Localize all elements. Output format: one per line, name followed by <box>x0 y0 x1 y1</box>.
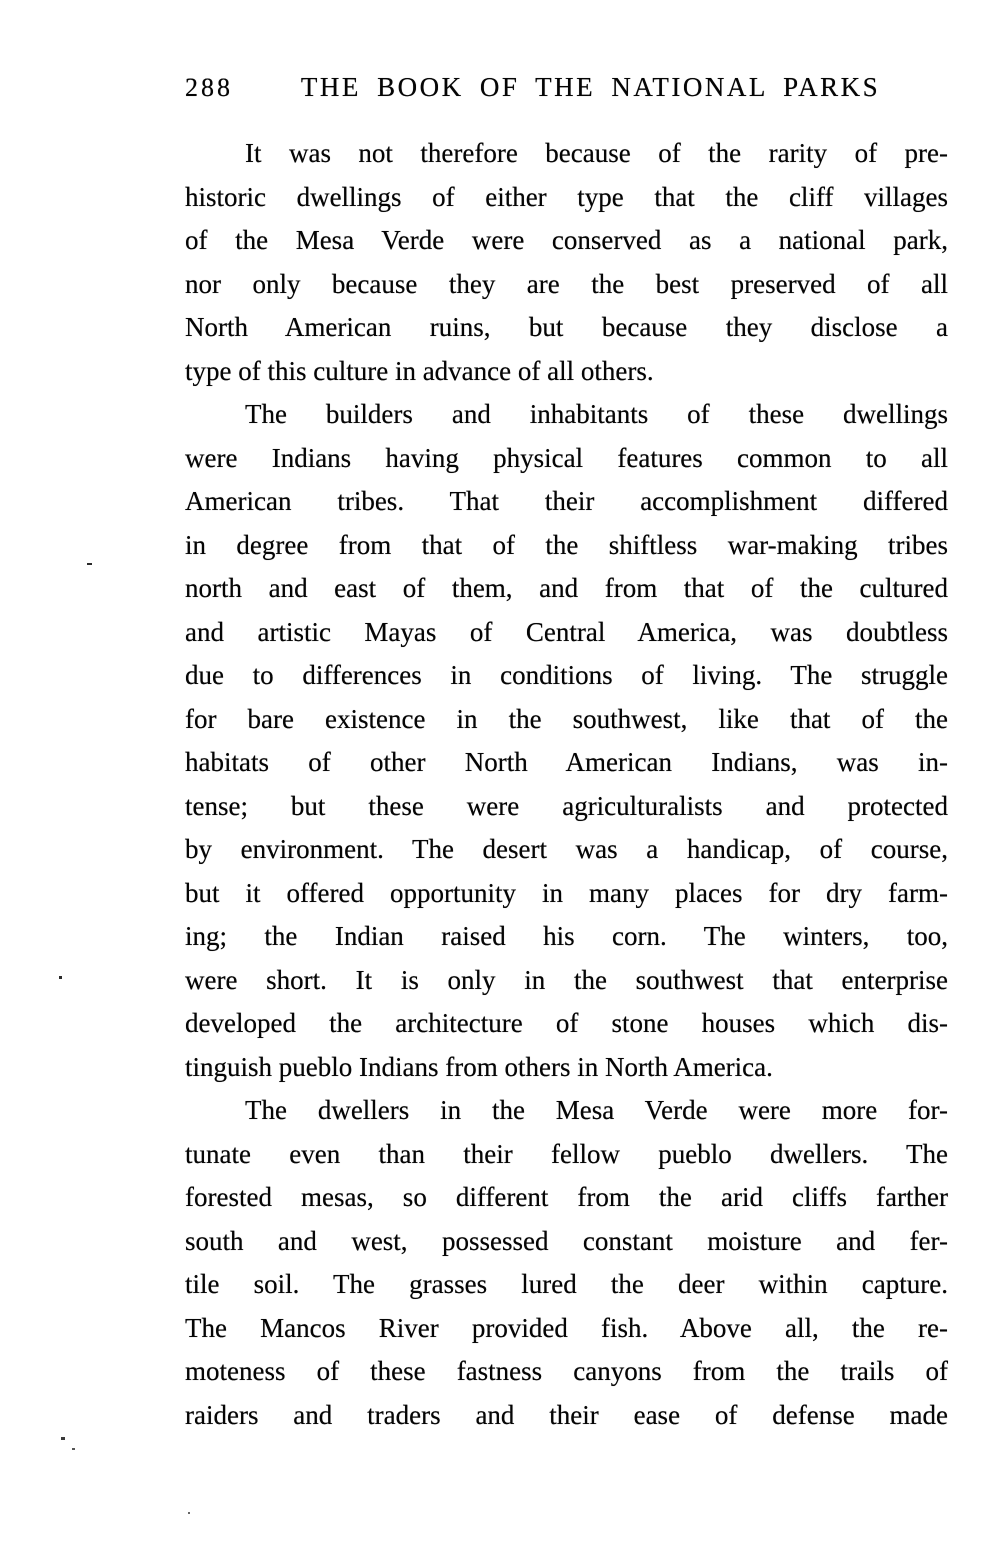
text-line: raiders and traders and their ease of defense made <box>185 1399 948 1430</box>
text-line: American tribes. That their accomplishment differed <box>185 486 948 516</box>
text-line: ing; the Indian raised his corn. The winters, too, <box>185 921 948 951</box>
text-line: historic dwellings of either type that the cliff villages <box>185 181 948 212</box>
text-line: habitats of other North American Indians, was in- <box>185 747 948 777</box>
text-line: The builders and inhabitants of these dwellings <box>245 399 948 429</box>
running-title: THE BOOK OF THE NATIONAL PARKS <box>300 72 881 102</box>
text-line: North American ruins, but because they disclose a <box>185 312 948 342</box>
text-line: The dwellers in the Mesa Verde were more for- <box>245 1095 948 1125</box>
page-header <box>185 70 948 104</box>
text-line: due to differences in conditions of living. The struggle <box>185 660 948 690</box>
text-line: moteness of these fastness canyons from the trails of <box>185 1356 948 1386</box>
text-line: tinguish pueblo Indians from others in North America. <box>185 1051 773 1082</box>
text-line: were short. It is only in the southwest that enterprise <box>185 964 948 995</box>
text-line: for bare existence in the southwest, like that of the <box>185 703 948 734</box>
text-line: forested mesas, so different from the arid cliffs farther <box>185 1182 948 1212</box>
text-line: It was not therefore because of the rarity of pre- <box>245 138 948 168</box>
text-line: north and east of them, and from that of the cultured <box>185 573 948 603</box>
body-text <box>185 132 948 1437</box>
text-line: tile soil. The grasses lured the deer within capture. <box>185 1269 948 1299</box>
text-line: in degree from that of the shiftless war-making tribes <box>185 529 948 560</box>
scan-speck <box>87 563 92 565</box>
text-line: tense; but these were agriculturalists and protected <box>185 790 948 821</box>
text-line: but it offered opportunity in many places for dry farm- <box>185 877 948 908</box>
text-line: of the Mesa Verde were conserved as a national park, <box>185 225 948 255</box>
scan-speck <box>61 1437 65 1440</box>
text-line: The Mancos River provided fish. Above all, the re- <box>185 1312 948 1343</box>
text-line: nor only because they are the best preserved of all <box>185 268 948 299</box>
scan-speck <box>188 1512 190 1514</box>
text-line: were Indians having physical features common to all <box>185 442 948 473</box>
text-line: type of this culture in advance of all others. <box>185 355 654 386</box>
scan-speck <box>59 976 62 979</box>
text-line: south and west, possessed constant moisture and fer- <box>185 1225 948 1256</box>
text-line: tunate even than their fellow pueblo dwellers. The <box>185 1138 948 1169</box>
scan-speck <box>72 1448 75 1450</box>
text-line: developed the architecture of stone houses which dis- <box>185 1008 948 1038</box>
text-line: and artistic Mayas of Central America, was doubtless <box>185 616 948 647</box>
page-number: 288 <box>185 73 233 102</box>
text-line: by environment. The desert was a handicap, of course, <box>185 834 948 864</box>
